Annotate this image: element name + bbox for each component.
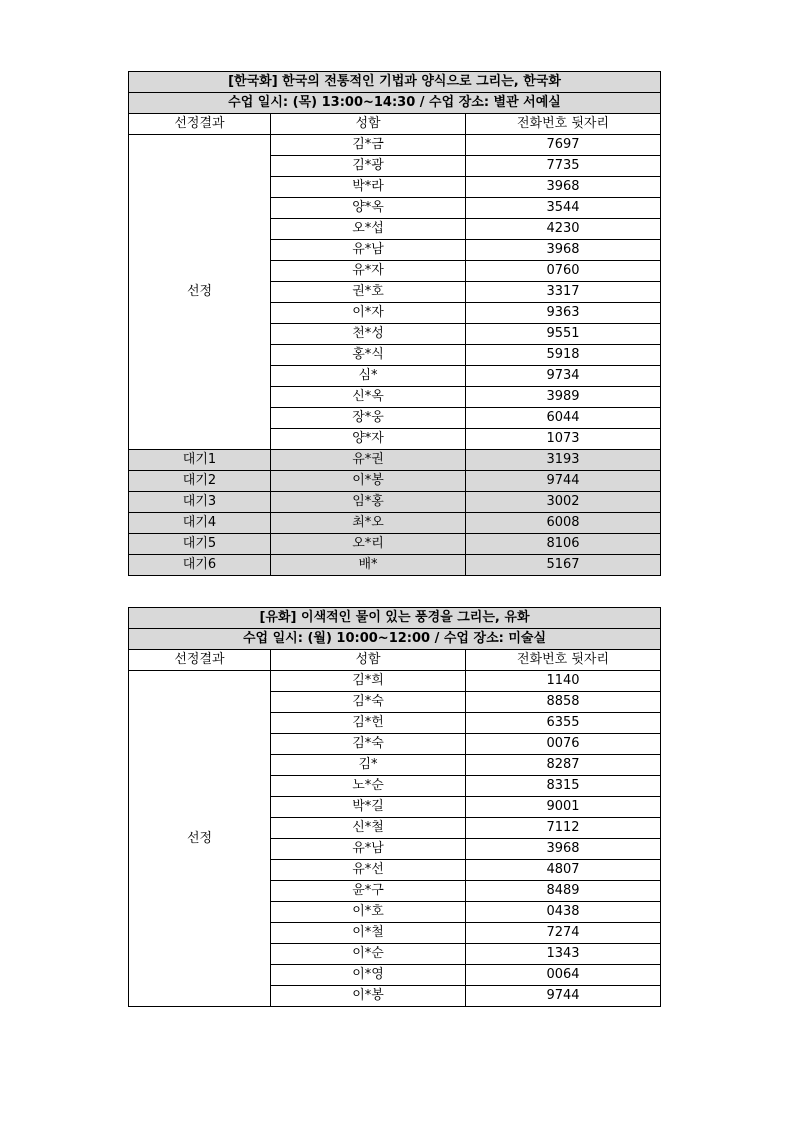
- phone-last-digits: 1343: [466, 944, 661, 965]
- waitlist-row: [129, 513, 661, 534]
- applicant-name: 윤*구: [271, 881, 466, 902]
- table-row: [129, 671, 661, 692]
- applicant-name: 임*홍: [271, 492, 466, 513]
- phone-last-digits: 7697: [466, 135, 661, 156]
- schedule-row: [129, 93, 661, 114]
- phone-last-digits: 0438: [466, 902, 661, 923]
- title-row: [129, 72, 661, 93]
- phone-last-digits: 8858: [466, 692, 661, 713]
- waitlist-rank: 대기3: [129, 492, 271, 513]
- table-body: [129, 608, 661, 1007]
- phone-last-digits: 5918: [466, 345, 661, 366]
- applicant-name: 김*헌: [271, 713, 466, 734]
- applicant-name: 김*숙: [271, 692, 466, 713]
- applicant-name: 이*자: [271, 303, 466, 324]
- applicant-name: 오*리: [271, 534, 466, 555]
- applicant-name: 김*금: [271, 135, 466, 156]
- oil-painting-table: [128, 607, 661, 1007]
- table-row: [129, 135, 661, 156]
- korean-painting-table: [128, 71, 661, 576]
- class-schedule: 수업 일시: (목) 13:00~14:30 / 수업 장소: 별관 서예실: [129, 93, 661, 114]
- result-column-header: 선정결과: [129, 650, 271, 671]
- applicant-name: 이*호: [271, 902, 466, 923]
- phone-column-header: 전화번호 뒷자리: [466, 114, 661, 135]
- phone-last-digits: 6355: [466, 713, 661, 734]
- phone-last-digits: 0064: [466, 965, 661, 986]
- phone-last-digits: 7735: [466, 156, 661, 177]
- applicant-name: 양*옥: [271, 198, 466, 219]
- phone-last-digits: 4807: [466, 860, 661, 881]
- phone-last-digits: 9551: [466, 324, 661, 345]
- phone-last-digits: 9001: [466, 797, 661, 818]
- applicant-name: 권*호: [271, 282, 466, 303]
- applicant-name: 김*희: [271, 671, 466, 692]
- applicant-name: 장*웅: [271, 408, 466, 429]
- phone-last-digits: 3317: [466, 282, 661, 303]
- applicant-name: 김*: [271, 755, 466, 776]
- name-column-header: 성함: [271, 650, 466, 671]
- phone-last-digits: 7274: [466, 923, 661, 944]
- applicant-name: 배*: [271, 555, 466, 576]
- phone-last-digits: 9744: [466, 471, 661, 492]
- applicant-name: 양*자: [271, 429, 466, 450]
- applicant-name: 심*: [271, 366, 466, 387]
- waitlist-rank: 대기4: [129, 513, 271, 534]
- applicant-name: 유*남: [271, 240, 466, 261]
- phone-last-digits: 9363: [466, 303, 661, 324]
- applicant-name: 홍*식: [271, 345, 466, 366]
- applicant-name: 천*성: [271, 324, 466, 345]
- applicant-name: 노*순: [271, 776, 466, 797]
- title-row: [129, 608, 661, 629]
- applicant-name: 박*길: [271, 797, 466, 818]
- name-column-header: 성함: [271, 114, 466, 135]
- class-title: [한국화] 한국의 전통적인 기법과 양식으로 그리는, 한국화: [129, 72, 661, 93]
- applicant-name: 신*옥: [271, 387, 466, 408]
- phone-last-digits: 0076: [466, 734, 661, 755]
- applicant-name: 김*숙: [271, 734, 466, 755]
- phone-last-digits: 0760: [466, 261, 661, 282]
- waitlist-row: [129, 534, 661, 555]
- applicant-name: 이*봉: [271, 986, 466, 1007]
- phone-last-digits: 3544: [466, 198, 661, 219]
- applicant-name: 이*순: [271, 944, 466, 965]
- applicant-name: 유*권: [271, 450, 466, 471]
- phone-last-digits: 9734: [466, 366, 661, 387]
- phone-last-digits: 4230: [466, 219, 661, 240]
- waitlist-row: [129, 492, 661, 513]
- applicant-name: 이*영: [271, 965, 466, 986]
- applicant-name: 김*광: [271, 156, 466, 177]
- phone-last-digits: 3968: [466, 839, 661, 860]
- phone-last-digits: 1073: [466, 429, 661, 450]
- phone-last-digits: 8287: [466, 755, 661, 776]
- table-body: [129, 72, 661, 576]
- selection-result: 선정: [129, 135, 271, 450]
- applicant-name: 유*선: [271, 860, 466, 881]
- phone-last-digits: 6044: [466, 408, 661, 429]
- applicant-name: 이*봉: [271, 471, 466, 492]
- phone-last-digits: 8315: [466, 776, 661, 797]
- applicant-name: 유*자: [271, 261, 466, 282]
- result-column-header: 선정결과: [129, 114, 271, 135]
- waitlist-row: [129, 450, 661, 471]
- applicant-name: 박*라: [271, 177, 466, 198]
- phone-last-digits: 3193: [466, 450, 661, 471]
- phone-last-digits: 3989: [466, 387, 661, 408]
- applicant-name: 최*오: [271, 513, 466, 534]
- phone-last-digits: 3968: [466, 177, 661, 198]
- phone-last-digits: 9744: [466, 986, 661, 1007]
- class-title: [유화] 이색적인 물이 있는 풍경을 그리는, 유화: [129, 608, 661, 629]
- phone-last-digits: 8106: [466, 534, 661, 555]
- phone-column-header: 전화번호 뒷자리: [466, 650, 661, 671]
- applicant-name: 유*남: [271, 839, 466, 860]
- waitlist-rank: 대기5: [129, 534, 271, 555]
- phone-last-digits: 8489: [466, 881, 661, 902]
- waitlist-row: [129, 555, 661, 576]
- applicant-name: 이*철: [271, 923, 466, 944]
- phone-last-digits: 3002: [466, 492, 661, 513]
- waitlist-rank: 대기1: [129, 450, 271, 471]
- schedule-row: [129, 629, 661, 650]
- header-row: [129, 650, 661, 671]
- waitlist-rank: 대기6: [129, 555, 271, 576]
- phone-last-digits: 1140: [466, 671, 661, 692]
- phone-last-digits: 3968: [466, 240, 661, 261]
- phone-last-digits: 7112: [466, 818, 661, 839]
- applicant-name: 오*섭: [271, 219, 466, 240]
- applicant-name: 신*철: [271, 818, 466, 839]
- selection-result: 선정: [129, 671, 271, 1007]
- phone-last-digits: 5167: [466, 555, 661, 576]
- phone-last-digits: 6008: [466, 513, 661, 534]
- waitlist-rank: 대기2: [129, 471, 271, 492]
- waitlist-row: [129, 471, 661, 492]
- class-schedule: 수업 일시: (월) 10:00~12:00 / 수업 장소: 미술실: [129, 629, 661, 650]
- header-row: [129, 114, 661, 135]
